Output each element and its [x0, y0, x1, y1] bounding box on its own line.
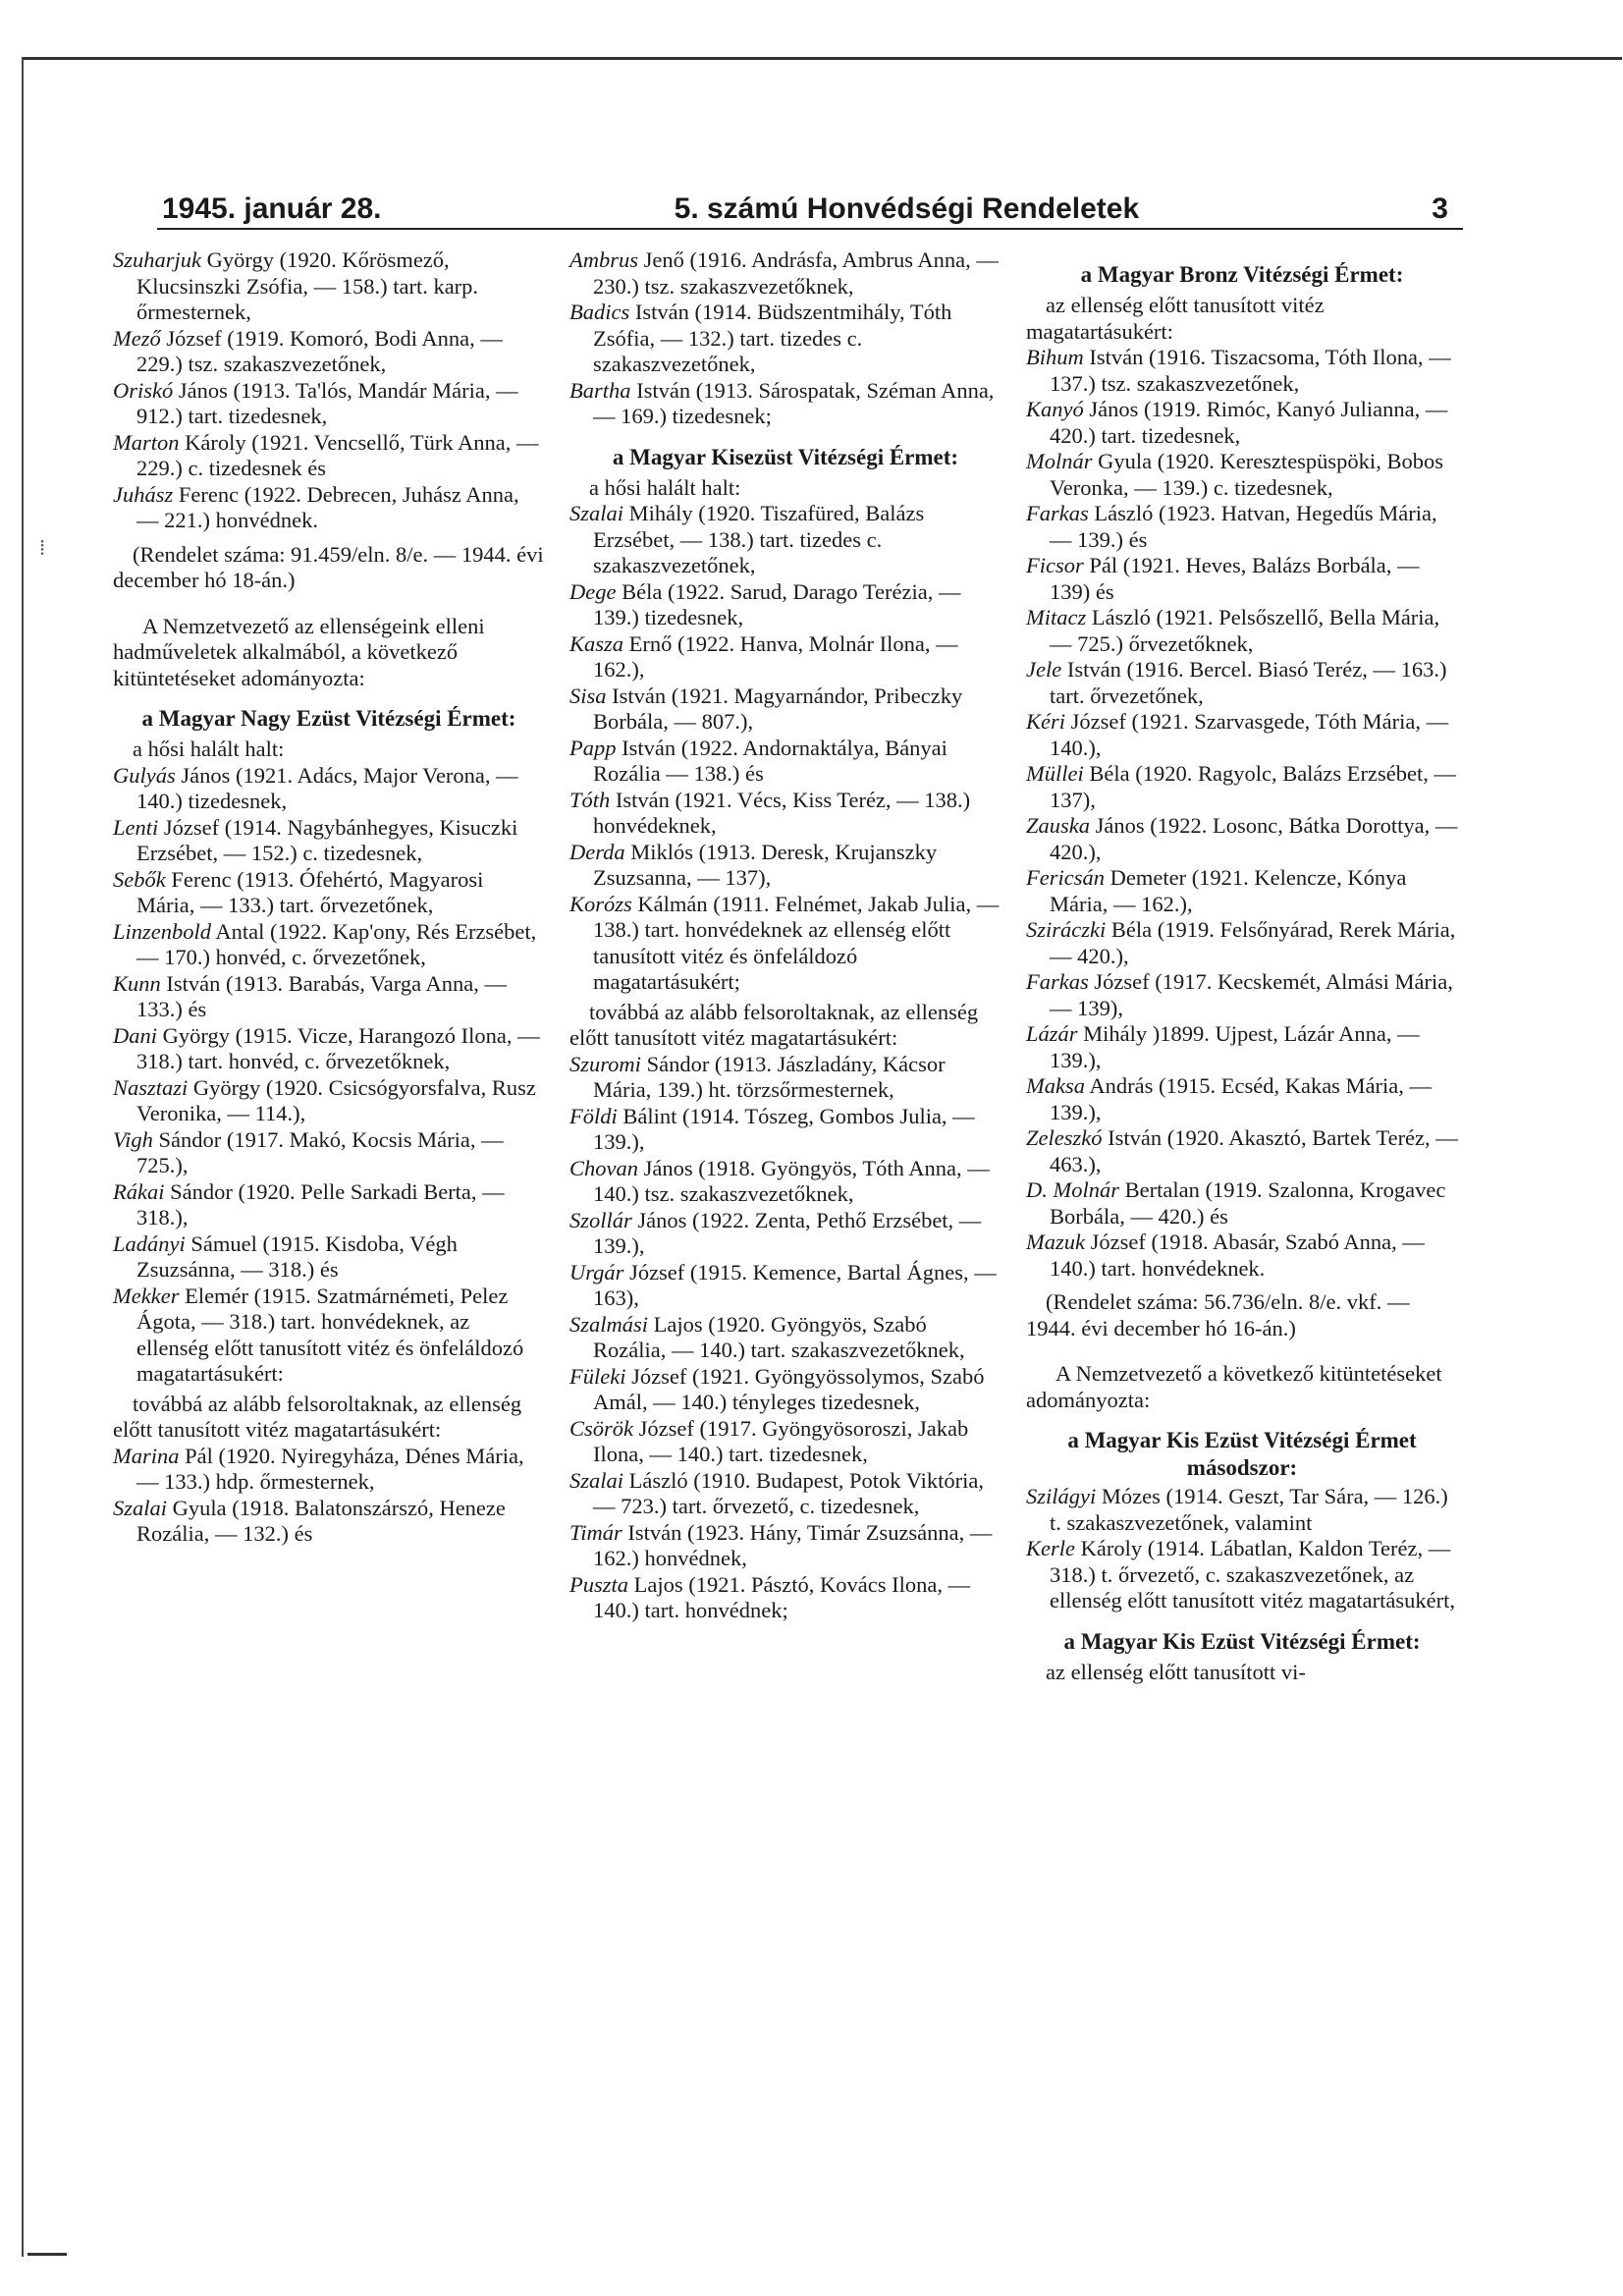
- bottom-mark: [27, 2253, 67, 2256]
- award-entry: [569, 1052, 1001, 1104]
- award-entry: [1026, 605, 1458, 657]
- award-entry: [1026, 397, 1458, 449]
- section-subheading: a hősi halált halt:: [133, 737, 285, 761]
- recipient-details: László (1910. Budapest, Potok Viktória, — 723.) tart. őrvezető, c. tizedesnek,: [593, 1467, 984, 1518]
- recipient-surname: Linzenbold: [113, 918, 212, 944]
- recipient-details: István (1913. Sárospatak, Széman Anna, — 169.) tizedesnek;: [593, 377, 995, 428]
- recipient-surname: Ladányi: [113, 1230, 186, 1256]
- recipient-details: Miklós (1913. Deresk, Krujanszky Zsuzsanna, — 137),: [593, 839, 938, 890]
- award-entry: [569, 1572, 1001, 1624]
- recipient-details: Gyula (1918. Balatonszárszó, Heneze Rozália, — 132.) és: [136, 1495, 506, 1546]
- recipient-details: József (1917. Kecskemét, Almási Mária, — 139),: [1050, 969, 1453, 1020]
- recipient-surname: Maksa: [1026, 1073, 1085, 1098]
- award-entry: [1026, 553, 1458, 605]
- recipient-details: Pál (1920. Nyiregyháza, Dénes Mária, — 133.) hdp. őrmesternek,: [136, 1443, 524, 1494]
- recipient-details: Mihály )1899. Ujpest, Lázár Anna, — 139.),: [1050, 1021, 1420, 1072]
- award-entry: [113, 1284, 545, 1388]
- page-number: 3: [1432, 192, 1448, 225]
- award-entry: [1026, 1177, 1458, 1230]
- award-entry: [1026, 449, 1458, 501]
- section-heading: a Magyar Nagy Ezüst Vitézségi Érmet:: [141, 706, 516, 731]
- award-entry: [569, 501, 1001, 579]
- award-entry: [1026, 1021, 1458, 1073]
- recipient-surname: Timár: [569, 1519, 622, 1545]
- recipient-surname: Marina: [113, 1443, 180, 1468]
- award-entry: [569, 378, 1001, 430]
- section-heading: a Magyar Bronz Vitézségi Érmet:: [1080, 262, 1404, 287]
- recipient-surname: Szollár: [569, 1207, 632, 1232]
- recipient-surname: Urgár: [569, 1259, 624, 1285]
- recipient-details: József (1919. Komoró, Bodi Anna, — 229.) tsz. szakaszvezetőnek,: [136, 325, 503, 376]
- recipient-surname: Badics: [569, 300, 630, 324]
- recipient-details: Gyula (1920. Keresztespüspöki, Bobos Veronka, — 139.) c. tizedesnek,: [1050, 449, 1443, 500]
- recipient-details: János (1922. Losonc, Bátka Dorottya, — 420.),: [1050, 813, 1458, 864]
- award-entry: [113, 326, 545, 378]
- recipient-details: Jenő (1916. Andrásfa, Ambrus Anna, — 230.) tsz. szakaszvezetőknek,: [593, 247, 999, 299]
- award-entry: [1026, 1073, 1458, 1125]
- recipient-details: Kálmán (1911. Felnémet, Jakab Julia, — 138.) tart. honvédeknek az ellenség előtt tanusított vitéz és önfeláldozó magatartásukért;: [593, 891, 1000, 994]
- award-entry: [113, 1496, 545, 1548]
- award-entry: [569, 892, 1001, 996]
- recipient-surname: Mező: [113, 325, 161, 351]
- recipient-surname: Farkas: [1026, 501, 1089, 525]
- recipient-details: Béla (1919. Felsőnyárad, Rerek Mária, — 420.),: [1050, 917, 1456, 968]
- spacer: [113, 594, 545, 614]
- recipient-surname: Lázár: [1026, 1021, 1078, 1046]
- recipient-surname: Csörök: [569, 1415, 634, 1441]
- recipient-details: József (1917. Gyöngyösoroszi, Jakab Ilona, — 140.) tart. tizedesnek,: [593, 1415, 969, 1466]
- recipient-surname: Szuharjuk: [113, 247, 201, 272]
- recipient-surname: Rákai: [113, 1178, 165, 1204]
- recipient-details: László (1921. Pelsőszellő, Bella Mária, — 725.) őrvezetőknek,: [1050, 605, 1440, 656]
- recipient-surname: Tóth: [569, 787, 611, 812]
- intro-paragraph: A Nemzetvezető az ellenségeink elleni hadműveletek alkalmából, a következő kitüntetéseket adományozta:: [113, 613, 485, 690]
- award-entry: [113, 482, 545, 534]
- recipient-surname: Juhász: [113, 481, 174, 507]
- award-entry: [569, 1520, 1001, 1572]
- recipient-details: János (1919. Rimóc, Kanyó Julianna, — 420.) tart. tizedesnek,: [1050, 397, 1448, 448]
- award-entry: [113, 1075, 545, 1127]
- award-entry: [569, 300, 1001, 378]
- award-entry: [569, 1312, 1001, 1364]
- header-date: 1945. január 28.: [162, 192, 382, 225]
- recipient-surname: Kasza: [569, 630, 624, 656]
- recipient-surname: D. Molnár: [1026, 1177, 1119, 1202]
- recipient-details: József (1921. Gyöngyössolymos, Szabó Amál, — 140.) tényleges tizedesnek,: [593, 1363, 985, 1414]
- recipient-surname: Mazuk: [1026, 1230, 1085, 1254]
- section-subheading: az ellenség előtt tanusított vi-: [1046, 1659, 1306, 1684]
- award-entry: [1026, 657, 1458, 709]
- award-entry: [113, 1179, 545, 1231]
- recipient-details: István (1921. Magyarnándor, Pribeczky Borbála, — 807.),: [593, 683, 963, 734]
- recipient-details: György (1920. Kőrösmező, Klucsinszki Zsófia, — 158.) tart. karp. őrmesternek,: [136, 247, 479, 324]
- recipient-surname: Dani: [113, 1022, 157, 1048]
- recipient-surname: Lenti: [113, 814, 159, 840]
- recipient-details: József (1918. Abasár, Szabó Anna, — 140.) tart. honvédeknek.: [1050, 1230, 1425, 1281]
- recipient-surname: Nasztazi: [113, 1074, 189, 1100]
- award-entry: [113, 867, 545, 919]
- recipient-surname: Chovan: [569, 1155, 638, 1180]
- award-entry: [569, 579, 1001, 631]
- section-subheading: továbbá az alább felsoroltaknak, az ellenség előtt tanusított vitéz magatartásukért:: [569, 999, 979, 1050]
- recipient-details: József (1914. Nagybánhegyes, Kisuczki Erzsébet, — 152.) c. tizedesnek,: [136, 814, 518, 865]
- recipient-surname: Szalmási: [569, 1311, 649, 1337]
- recipient-surname: Szalai: [569, 1467, 624, 1493]
- recipient-surname: Szalai: [569, 501, 624, 525]
- recipient-surname: Bartha: [569, 377, 631, 403]
- recipient-surname: Kunn: [113, 970, 161, 996]
- recipient-details: Béla (1922. Sarud, Darago Terézia, — 139.) tizedesnek,: [593, 578, 961, 629]
- section-heading: a Magyar Kis Ezüst Vitézségi Érmet:: [1063, 1628, 1421, 1654]
- recipient-details: János (1921. Adács, Major Verona, — 140.) tizedesnek,: [136, 762, 518, 813]
- recipient-surname: Papp: [569, 735, 617, 760]
- award-entry: [113, 1127, 545, 1179]
- recipient-details: Sándor (1920. Pelle Sarkadi Berta, — 318.),: [136, 1178, 505, 1230]
- recipient-surname: Kanyó: [1026, 397, 1084, 421]
- recipient-surname: Marton: [113, 429, 180, 455]
- award-entry: [113, 1231, 545, 1284]
- intro-paragraph: A Nemzetvezető a következő kitüntetéseket adományozta:: [1026, 1361, 1442, 1412]
- recipient-surname: Jele: [1026, 657, 1062, 682]
- recipient-details: György (1915. Vicze, Harangozó Ilona, — 318.) tart. honvéd, c. őrvezetőknek,: [136, 1022, 540, 1073]
- recipient-surname: Mekker: [113, 1283, 180, 1308]
- section-heading: a Magyar Kisezüst Vitézségi Érmet:: [612, 444, 959, 469]
- recipient-surname: Sziráczki: [1026, 917, 1107, 942]
- award-entry: [1026, 917, 1458, 969]
- recipient-surname: Kéri: [1026, 709, 1066, 734]
- award-entry: [1026, 1536, 1458, 1614]
- award-entry: [113, 971, 545, 1023]
- recipient-details: István (1920. Akasztó, Bartek Teréz, — 463.),: [1050, 1125, 1458, 1176]
- recipient-details: Béla (1920. Ragyolc, Balázs Erzsébet, — 137),: [1050, 761, 1456, 812]
- recipient-surname: Szilágyi: [1026, 1484, 1097, 1508]
- award-entry: [113, 247, 545, 326]
- recipient-details: András (1915. Ecséd, Kakas Mária, — 139.),: [1050, 1073, 1433, 1124]
- scan-top-edge: [22, 57, 1622, 60]
- recipient-details: József (1921. Szarvasgede, Tóth Mária, — 140.),: [1050, 709, 1449, 760]
- recipient-surname: Szuromi: [569, 1051, 641, 1076]
- recipient-surname: Mitacz: [1026, 605, 1087, 629]
- award-entry: [1026, 761, 1458, 813]
- recipient-surname: Vigh: [113, 1126, 153, 1152]
- recipient-surname: Gulyás: [113, 762, 176, 788]
- recipient-details: László (1923. Hatvan, Hegedűs Mária, — 139.) és: [1050, 501, 1437, 552]
- recipient-details: Ernő (1922. Hanva, Molnár Ilona, — 162.),: [593, 630, 958, 682]
- recipient-surname: Ambrus: [569, 247, 639, 272]
- spacer: [1026, 1341, 1458, 1361]
- award-entry: [1026, 501, 1458, 553]
- award-entry: [1026, 345, 1458, 397]
- header-title: 5. számú Honvédségi Rendeletek: [674, 192, 1140, 225]
- award-entry: [1026, 813, 1458, 865]
- recipient-surname: Fericsán: [1026, 865, 1105, 890]
- award-entry: [1026, 1230, 1458, 1282]
- recipient-details: Pál (1921. Heves, Balázs Borbála, — 139) és: [1050, 553, 1420, 604]
- recipient-surname: Sebők: [113, 866, 166, 892]
- award-entry: [113, 1023, 545, 1075]
- decree-note: (Rendelet száma: 56.736/eln. 8/e. vkf. — 1944. évi december hó 16-án.): [1026, 1289, 1410, 1340]
- recipient-details: Demeter (1921. Kelencze, Kónya Mária, — 162.),: [1050, 865, 1407, 916]
- award-entry: [569, 1260, 1001, 1312]
- recipient-surname: Molnár: [1026, 449, 1093, 473]
- header-rule: [157, 228, 1463, 230]
- award-entry: [1026, 709, 1458, 761]
- recipient-surname: Szalai: [113, 1495, 168, 1520]
- recipient-surname: Müllei: [1026, 761, 1084, 786]
- award-entry: [569, 788, 1001, 840]
- scan-left-edge: [22, 57, 24, 2257]
- award-entry: [569, 1364, 1001, 1416]
- recipient-details: Károly (1914. Lábatlan, Kaldon Teréz, — 318.) t. őrvezető, c. szakaszvezetőnek, az ellenség előtt tanusított vitéz magatartásukért,: [1050, 1536, 1455, 1613]
- recipient-surname: Zauska: [1026, 813, 1091, 838]
- recipient-surname: Ficsor: [1026, 553, 1084, 577]
- recipient-details: Bálint (1914. Tószeg, Gombos Julia, — 139.),: [593, 1103, 975, 1154]
- decree-note: (Rendelet száma: 91.459/eln. 8/e. — 1944. évi december hó 18-án.): [113, 541, 544, 592]
- recipient-details: József (1915. Kemence, Bartal Ágnes, — 163),: [593, 1259, 997, 1310]
- column-right: [1026, 247, 1458, 1685]
- award-entry: [113, 378, 545, 430]
- recipient-details: Lajos (1921. Pásztó, Kovács Ilona, — 140.) tart. honvédnek;: [593, 1571, 971, 1622]
- recipient-details: Mihály (1920. Tiszafüred, Balázs Erzsébet, — 138.) tart. tizedes c. szakaszvezetőnek,: [593, 501, 925, 577]
- column-middle: [569, 247, 1001, 1624]
- recipient-surname: Zeleszkó: [1026, 1125, 1103, 1150]
- recipient-surname: Füleki: [569, 1363, 626, 1389]
- recipient-details: István (1923. Hány, Timár Zsuzsánna, — 162.) honvédnek,: [593, 1519, 993, 1570]
- recipient-details: Károly (1921. Vencsellő, Türk Anna, — 229.) c. tizedesnek és: [136, 429, 539, 480]
- recipient-surname: Földi: [569, 1103, 618, 1128]
- recipient-details: János (1922. Zenta, Pethő Erzsébet, — 139.),: [593, 1207, 982, 1258]
- recipient-details: Ferenc (1922. Debrecen, Juhász Anna, — 221.) honvédnek.: [136, 481, 519, 532]
- recipient-surname: Derda: [569, 839, 625, 864]
- recipient-details: Ferenc (1913. Ófehértó, Magyarosi Mária, — 133.) tart. őrvezetőnek,: [136, 866, 484, 917]
- recipient-details: Sándor (1917. Makó, Kocsis Mária, — 725.),: [136, 1126, 504, 1177]
- award-entry: [113, 815, 545, 867]
- award-entry: [113, 430, 545, 482]
- recipient-surname: Oriskó: [113, 377, 174, 403]
- section-subheading: az ellenség előtt tanusított vitéz magatartásukért:: [1026, 293, 1325, 344]
- award-entry: [569, 1104, 1001, 1156]
- recipient-surname: Puszta: [569, 1571, 629, 1597]
- award-entry: [113, 1444, 545, 1496]
- recipient-surname: Bihum: [1026, 345, 1084, 369]
- recipient-details: István (1913. Barabás, Varga Anna, — 133.) és: [136, 970, 507, 1021]
- award-entry: [569, 631, 1001, 683]
- page-header: [162, 175, 1448, 226]
- recipient-surname: Dege: [569, 578, 617, 604]
- award-entry: [1026, 1484, 1458, 1536]
- recipient-details: István (1922. Andornaktálya, Bányai Rozália — 138.) és: [593, 735, 947, 786]
- award-entry: [569, 1416, 1001, 1468]
- recipient-details: Mózes (1914. Geszt, Tar Sára, — 126.) t. szakaszvezetőnek, valamint: [1050, 1484, 1448, 1535]
- recipient-details: István (1914. Büdszentmihály, Tóth Zsófia, — 132.) tart. tizedes c. szakaszvezetőnek,: [593, 300, 952, 376]
- recipient-details: Sámuel (1915. Kisdoba, Végh Zsuzsánna, — 318.) és: [136, 1230, 458, 1282]
- recipient-details: János (1913. Ta'lós, Mandár Mária, — 912.) tart. tizedesnek,: [136, 377, 518, 428]
- recipient-surname: Korózs: [569, 891, 632, 916]
- award-entry: [1026, 969, 1458, 1021]
- award-entry: [569, 840, 1001, 892]
- recipient-details: János (1918. Gyöngyös, Tóth Anna, — 140.) tsz. szakaszvezetőknek,: [593, 1155, 990, 1206]
- section-heading: a Magyar Kis Ezüst Vitézségi Érmet másodszor:: [1067, 1428, 1417, 1480]
- award-entry: [569, 1208, 1001, 1260]
- award-entry: [569, 1468, 1001, 1520]
- recipient-surname: Farkas: [1026, 969, 1089, 994]
- recipient-details: Elemér (1915. Szatmárnémeti, Pelez Ágota, — 318.) tart. honvédeknek, az ellenség előtt tanusított vitéz és önfeláldozó magatartásukért:: [136, 1283, 524, 1386]
- award-entry: [1026, 865, 1458, 917]
- award-entry: [1026, 1125, 1458, 1177]
- award-entry: [113, 919, 545, 971]
- recipient-details: Bertalan (1919. Szalonna, Krogavec Borbála, — 420.) és: [1050, 1177, 1446, 1229]
- recipient-details: István (1921. Vécs, Kiss Teréz, — 138.) honvédeknek,: [593, 787, 971, 838]
- award-entry: [569, 736, 1001, 788]
- recipient-details: István (1916. Bercel. Biasó Teréz, — 163.) tart. őrvezetőnek,: [1050, 657, 1447, 708]
- recipient-details: Sándor (1913. Jászladány, Kácsor Mária, 139.) ht. törzsőrmesternek,: [593, 1051, 946, 1102]
- section-subheading: a hősi halált halt:: [589, 474, 741, 500]
- recipient-details: Lajos (1920. Gyöngyös, Szabó Rozália, — 140.) tart. szakaszvezetőknek,: [593, 1311, 965, 1362]
- column-left: [113, 247, 545, 1548]
- recipient-details: György (1920. Csicsógyorsfalva, Rusz Veronika, — 114.),: [136, 1074, 536, 1125]
- award-entry: [569, 247, 1001, 300]
- recipient-surname: Kerle: [1026, 1536, 1075, 1560]
- recipient-surname: Sisa: [569, 683, 607, 708]
- award-entry: [569, 683, 1001, 736]
- award-entry: [113, 763, 545, 815]
- award-entry: [569, 1156, 1001, 1208]
- recipient-details: István (1916. Tiszacsoma, Tóth Ilona, — 137.) tsz. szakaszvezetőnek,: [1050, 345, 1451, 396]
- section-subheading: továbbá az alább felsoroltaknak, az ellenség előtt tanusított vitéz magatartásukért:: [113, 1391, 522, 1442]
- margin-mark: ⁞: [39, 535, 46, 560]
- recipient-details: Antal (1922. Kap'ony, Rés Erzsébet, — 170.) honvéd, c. őrvezetőnek,: [136, 918, 537, 969]
